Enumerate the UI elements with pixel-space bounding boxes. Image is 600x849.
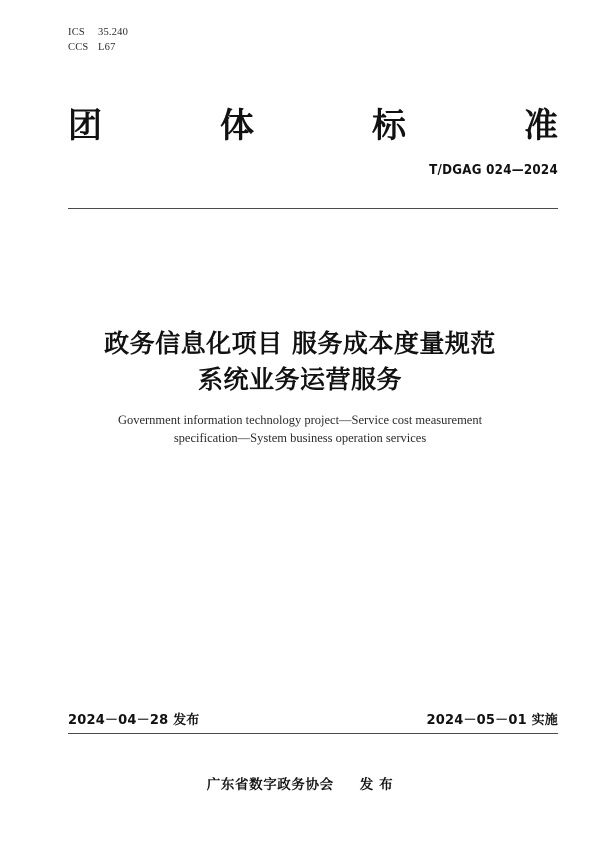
- ccs-code-row: [68, 40, 128, 55]
- title-chinese-line-2: 系统业务运营服务: [197, 365, 402, 394]
- standard-type-banner: [68, 107, 558, 145]
- ics-value: 35.240: [98, 27, 129, 38]
- title-block: [50, 326, 550, 447]
- standard-number: T/DGAG 024—2024: [429, 162, 558, 178]
- subtitle-english-line-1: Government information technology project—Service cost measurement: [117, 413, 483, 427]
- footer-divider: [68, 733, 558, 734]
- banner-char-4: 准: [524, 106, 558, 146]
- ics-label: ICS: [68, 27, 85, 38]
- classification-codes: [68, 25, 128, 55]
- ccs-value: L67: [98, 42, 116, 53]
- implementation-date: 2024－05－01 实施: [426, 713, 558, 728]
- footer-dates: [68, 709, 558, 728]
- publisher-name: 广东省数字政务协会: [206, 777, 334, 793]
- header-divider: [68, 208, 558, 209]
- subtitle-english-line-2: specification—System business operation services: [173, 431, 427, 445]
- ics-code-row: [68, 25, 128, 40]
- ccs-label: CCS: [68, 42, 89, 53]
- publisher-action: 发 布: [359, 777, 394, 793]
- banner-char-2: 体: [220, 106, 254, 146]
- title-chinese-line-1: 政务信息化项目 服务成本度量规范: [104, 329, 496, 358]
- banner-char-1: 团: [68, 106, 102, 146]
- issue-date: 2024－04－28 发布: [68, 713, 200, 728]
- banner-char-3: 标: [372, 106, 406, 146]
- subtitle-english: [50, 411, 550, 447]
- publisher-line: [50, 773, 550, 793]
